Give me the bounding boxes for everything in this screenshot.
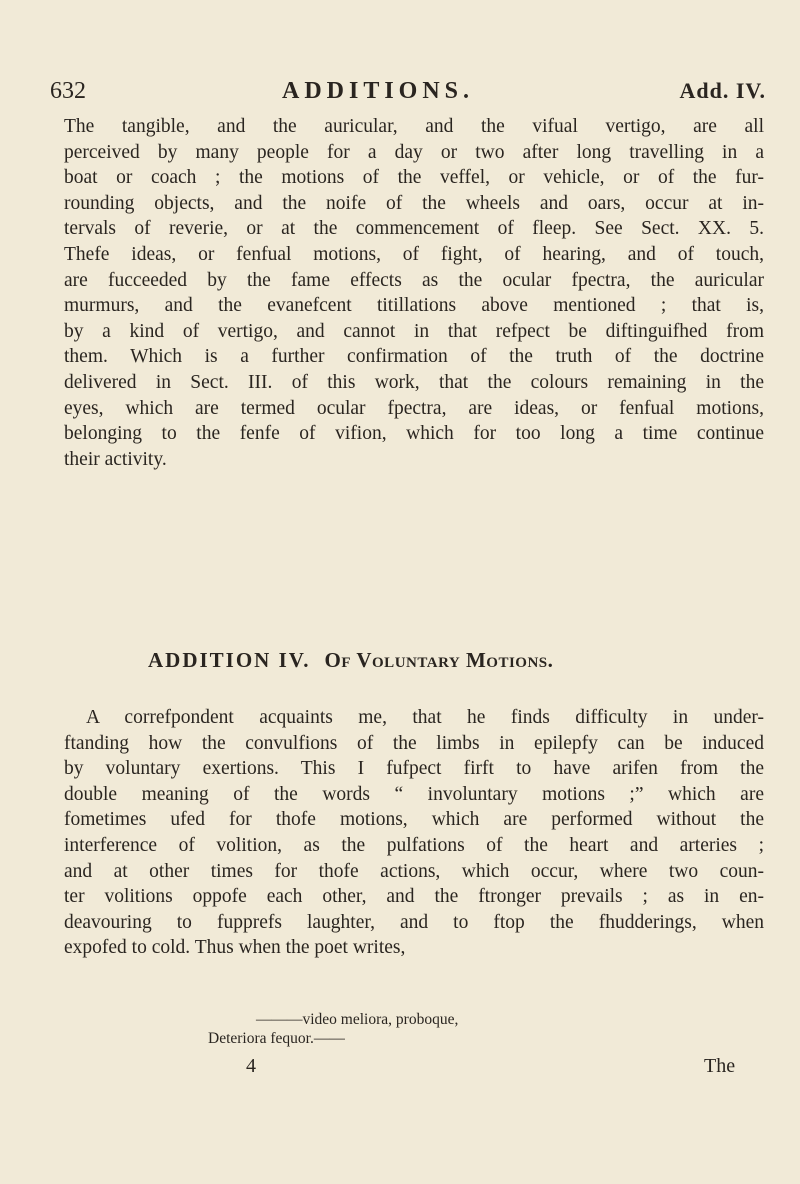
text-line: ter volitions oppofe each other, and the ftronger prevails ; as in en- xyxy=(64,886,764,908)
text-line: are fucceeded by the fame effects as the ocular fpectra, the auricular xyxy=(64,269,764,291)
paragraph-voluntary-motions xyxy=(64,705,764,961)
text-line: boat or coach ; the motions of the veffel, or vehicle, or of the fur- xyxy=(64,167,764,189)
text-line: belonging to the fenfe of vifion, which for too long a time continue xyxy=(64,423,764,445)
text-line: tervals of reverie, or at the commencement of fleep. See Sect. XX. 5. xyxy=(64,218,764,240)
text-line: fometimes ufed for thofe motions, which are performed without the xyxy=(64,809,764,831)
section-heading-main: ADDITION IV. xyxy=(148,648,311,672)
text-line: interference of volition, as the pulfations of the heart and arteries ; xyxy=(64,834,764,856)
text-line: by a kind of vertigo, and cannot in that refpect be diftinguifhed from xyxy=(64,320,764,342)
quote-line: ———video meliora, proboque, xyxy=(256,1011,459,1028)
catchword: The xyxy=(704,1055,736,1077)
text-line: rounding objects, and the noife of the wheels and oars, occur at in- xyxy=(64,192,764,214)
text-line: A correfpondent acquaints me, that he finds difficulty in under- xyxy=(86,707,764,728)
text-line: by voluntary exertions. This I fufpect firft to have arifen from the xyxy=(64,758,764,780)
text-line: ftanding how the convulfions of the limbs in epilepfy can be induced xyxy=(64,732,764,754)
text-line: delivered in Sect. III. of this work, that the colours remaining in the xyxy=(64,371,764,393)
text-line: The tangible, and the auricular, and the vifual vertigo, are all xyxy=(64,116,764,137)
text-line: double meaning of the words “ involuntary motions ;” which are xyxy=(64,783,764,805)
running-title: ADDITIONS. xyxy=(282,78,475,104)
running-header xyxy=(50,78,766,108)
text-line: them. Which is a further confirmation of the truth of the doctrine xyxy=(64,346,764,368)
section-heading xyxy=(148,648,768,673)
text-line: expofed to cold. Thus when the poet writes, xyxy=(64,937,406,959)
text-line: their activity. xyxy=(64,448,167,470)
text-line: Thefe ideas, or fenfual motions, of fight, of hearing, and of touch, xyxy=(64,243,764,265)
text-line: eyes, which are termed ocular fpectra, are ideas, or fenfual motions, xyxy=(64,397,764,419)
paragraph-vertigo xyxy=(64,114,764,472)
text-line: perceived by many people for a day or two after long travelling in a xyxy=(64,141,764,163)
section-heading-subtitle: Of Voluntary Motions. xyxy=(324,648,554,672)
text-line: and at other times for thofe actions, which occur, where two coun- xyxy=(64,860,764,882)
section-label: Add. IV. xyxy=(679,78,766,103)
quote-line: Deteriora fequor.—— xyxy=(208,1030,345,1047)
signature-mark: 4 xyxy=(246,1055,256,1077)
text-line: deavouring to fupprefs laughter, and to ftop the fhudderings, when xyxy=(64,911,764,933)
latin-quotation xyxy=(208,1010,458,1048)
page-number: 632 xyxy=(50,78,86,104)
text-line: murmurs, and the evanefcent titillations above mentioned ; that is, xyxy=(64,295,764,317)
